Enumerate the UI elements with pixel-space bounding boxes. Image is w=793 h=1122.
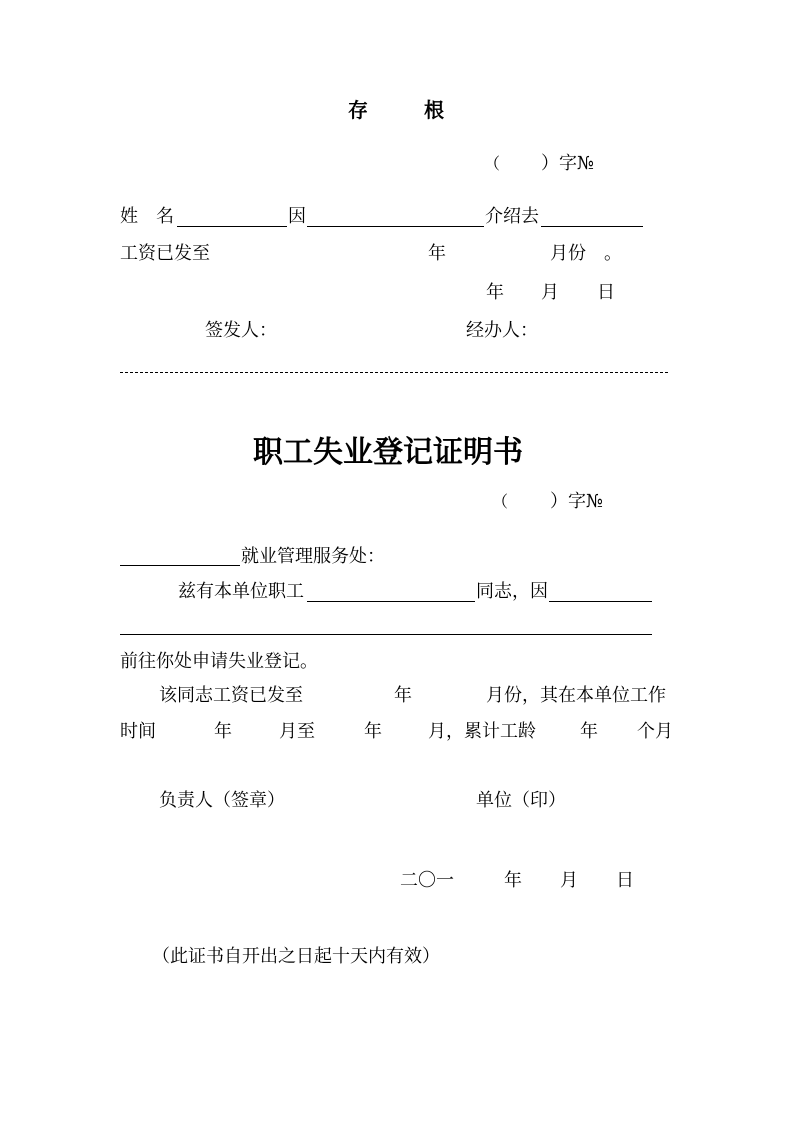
cert-wage-year: 年	[394, 685, 412, 706]
cert-reason-blank-line2[interactable]	[120, 634, 652, 635]
cert-date-prefix: 二〇一	[400, 870, 454, 891]
cert-work-time: 时间	[120, 721, 156, 742]
cert-signer-label: 负责人（签章）	[159, 790, 285, 811]
cert-line1-mid: 同志，因	[476, 581, 548, 602]
stub-wage-year: 年	[428, 243, 446, 264]
stub-date-month: 月	[541, 282, 559, 303]
cert-number-close: ）字№	[550, 491, 604, 512]
stub-title-right: 根	[424, 98, 444, 122]
cert-wage-suffix: 月份，其在本单位工作	[486, 685, 666, 706]
cert-addressee: 就业管理服务处：	[241, 546, 385, 567]
stub-date-day: 日	[597, 282, 615, 303]
cert-date-year: 年	[504, 870, 522, 891]
stub-intro-blank[interactable]	[541, 226, 643, 227]
stub-name-blank[interactable]	[177, 226, 287, 227]
cert-unit-label: 单位（印）	[476, 790, 566, 811]
stub-issuer-label: 签发人：	[205, 320, 277, 341]
stub-title-left: 存	[348, 98, 368, 122]
cert-wt-year3: 年	[580, 721, 598, 742]
cert-line3: 前往你处申请失业登记。	[120, 651, 318, 672]
cert-addressee-blank[interactable]	[120, 565, 240, 566]
stub-name-label: 姓 名	[120, 206, 174, 227]
cert-wt-month-to: 月至	[279, 721, 315, 742]
stub-wage-label: 工资已发至	[120, 243, 210, 264]
stub-intro-label: 介绍去	[485, 206, 539, 227]
cert-reason-blank[interactable]	[549, 601, 652, 602]
cut-line	[120, 372, 668, 373]
cert-date-day: 日	[616, 870, 634, 891]
stub-date-year: 年	[486, 282, 504, 303]
stub-wage-month: 月份 。	[550, 243, 622, 264]
cert-employee-blank[interactable]	[307, 601, 475, 602]
stub-reason-blank[interactable]	[307, 226, 484, 227]
stub-number-open: （	[484, 154, 501, 173]
cert-wage-prefix: 该同志工资已发至	[159, 685, 303, 706]
stub-reason-label: 因	[288, 206, 306, 227]
cert-wt-month-total: 月，累计工龄	[428, 721, 536, 742]
cert-line1-prefix: 兹有本单位职工	[178, 581, 304, 602]
certificate-title: 职工失业登记证明书	[253, 435, 523, 470]
cert-wt-year2: 年	[364, 721, 382, 742]
cert-number-open: （	[492, 492, 509, 511]
cert-wt-year1: 年	[214, 721, 232, 742]
stub-number-close: ）字№	[541, 153, 595, 174]
cert-validity-note: （此证书自开出之日起十天内有效）	[152, 946, 440, 967]
stub-handler-label: 经办人：	[466, 320, 538, 341]
cert-wt-months: 个月	[637, 721, 673, 742]
cert-date-month: 月	[560, 870, 578, 891]
